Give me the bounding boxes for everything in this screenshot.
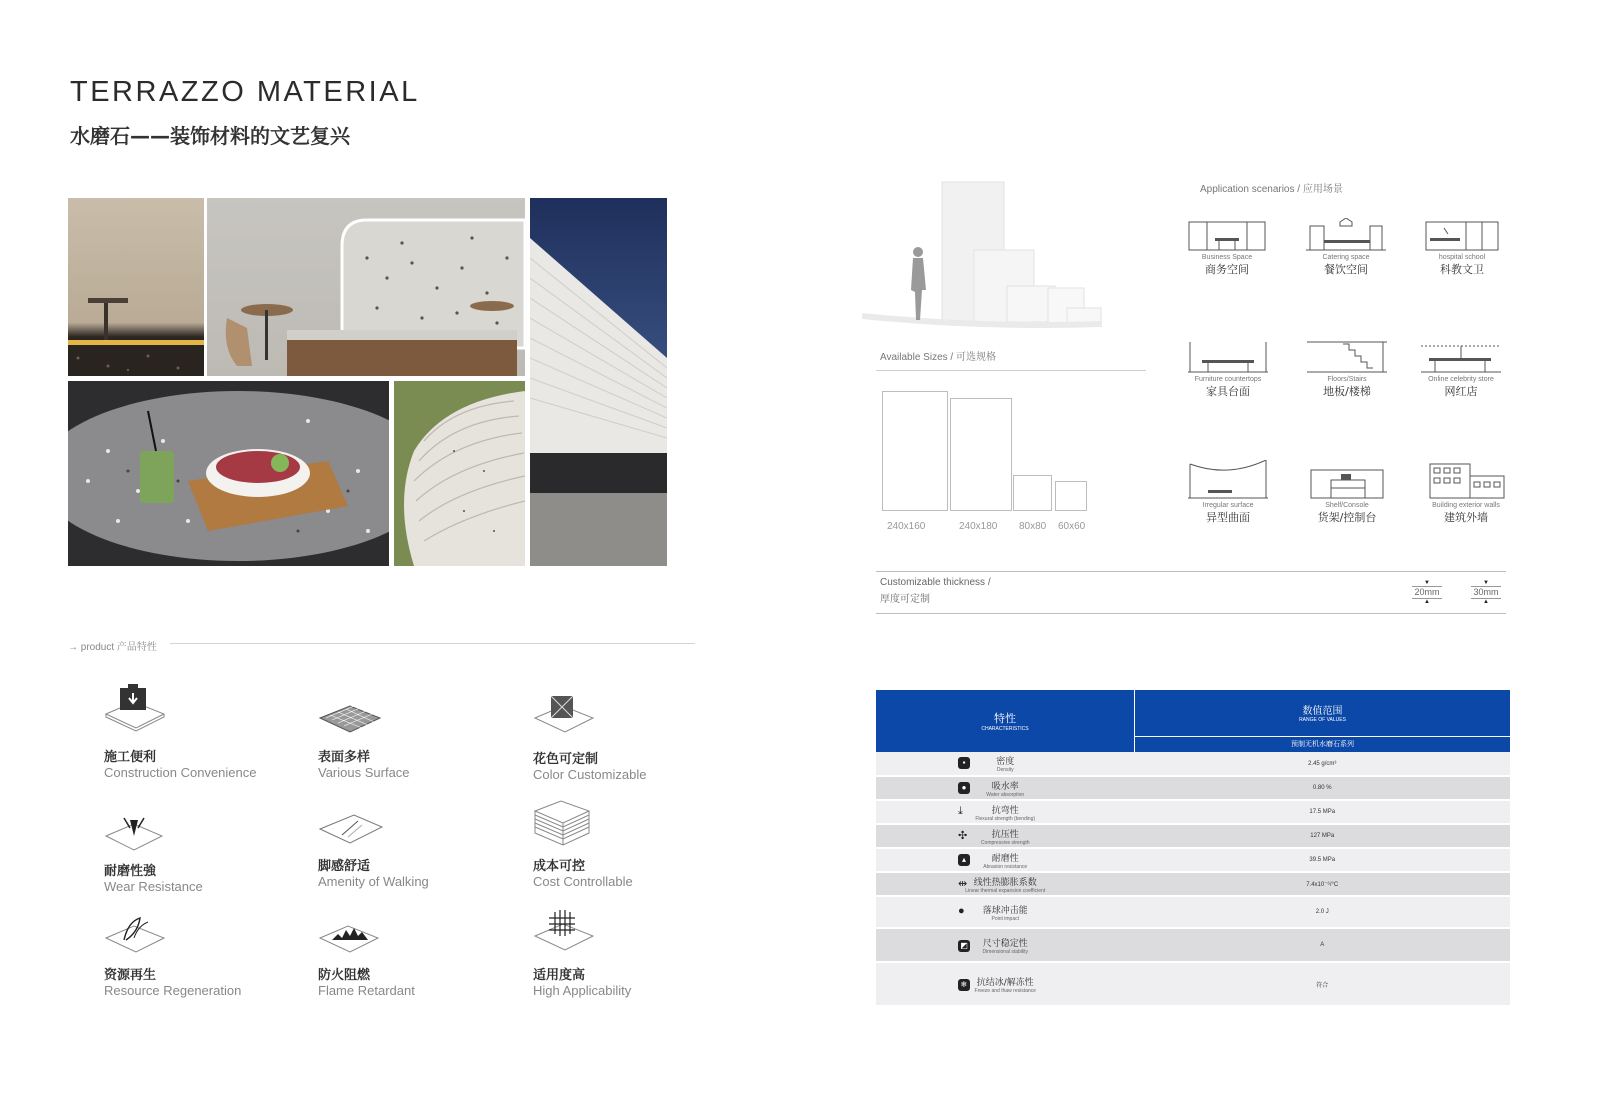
scenario-cn: 异型曲面 (1206, 511, 1250, 524)
table-row (876, 872, 1510, 896)
feature-en: Construction Convenience (104, 765, 257, 780)
feature-cn: 表面多样 (318, 750, 371, 765)
table-row (876, 928, 1510, 962)
product-section-divider (170, 643, 695, 644)
table-row (876, 962, 1510, 1006)
spec-row-en: Compressive strength (980, 839, 1030, 846)
scenario-hospital-school (1402, 218, 1522, 277)
celebrity-store-icon (1421, 340, 1501, 374)
water-drop-icon: ● (958, 782, 970, 794)
size-label: 60x60 (1058, 521, 1086, 532)
business-space-icon (1187, 218, 1267, 252)
snowflake-icon: ❄ (958, 979, 970, 991)
spec-row-value: 符合 (1135, 962, 1511, 1006)
scenario-cn: 地板/楼梯 (1323, 385, 1371, 398)
spec-header-en: CHARACTERISTICS (981, 726, 1029, 732)
feature-cn: 耐磨性強 (104, 864, 157, 879)
spec-row-en: Density (996, 767, 1014, 773)
feature-cn: 资源再生 (104, 968, 157, 983)
flexural-arrow-icon: ⤓ (958, 805, 963, 817)
scenario-en: Online celebrity store (1428, 376, 1494, 383)
spec-row-en: Water absorption (986, 791, 1025, 798)
table-row (876, 896, 1510, 928)
spec-row-en: Dimensional stability (982, 948, 1029, 955)
feature-en: High Applicability (533, 983, 632, 998)
scenarios-label: Application scenarios / 应用场景 (1200, 184, 1343, 195)
smooth-tile-icon (318, 793, 388, 853)
stacked-tiles-icon (533, 793, 603, 853)
sizes-label: Available Sizes / 可选规格 (880, 352, 996, 363)
spec-row-value: 127 MPa (1135, 824, 1511, 848)
size-box-240x180 (950, 398, 1012, 511)
spec-row-cn: 密度 (996, 757, 1015, 767)
scenario-cn: 网红店 (1444, 385, 1478, 398)
scenario-cn: 科教文卫 (1440, 263, 1484, 276)
thickness-label-cn: 厚度可定制 (880, 594, 930, 605)
feature-resource-regeneration (104, 902, 304, 998)
photo-building-exterior (530, 198, 667, 566)
size-box-80x80 (1013, 475, 1052, 511)
feature-en: Cost Controllable (533, 874, 633, 889)
spec-row-cn: 尺寸稳定性 (982, 938, 1028, 949)
spec-row-en: Flexural strength (bending) (975, 815, 1036, 822)
spec-row-en: Point impact (991, 915, 1019, 922)
spec-row-cn: 抗压性 (991, 829, 1019, 840)
compress-arrows-icon: ✣ (958, 830, 968, 842)
feature-en: Resource Regeneration (104, 983, 242, 998)
shelf-console-icon (1307, 466, 1387, 500)
size-box-240x160 (882, 391, 948, 511)
leaf-tile-icon (104, 902, 174, 962)
spec-row-value: A (1135, 928, 1511, 962)
size-label: 80x80 (1019, 521, 1047, 532)
feature-high-applicability (533, 902, 733, 998)
spec-header-cn: 特性 (994, 712, 1016, 725)
feature-construction-convenience (104, 684, 304, 780)
feature-cost-controllable (533, 793, 733, 889)
scenario-cn: 餐饮空间 (1324, 263, 1368, 276)
table-row (876, 824, 1510, 848)
scenario-catering-space (1286, 218, 1406, 277)
scenario-cn: 货架/控制台 (1317, 511, 1377, 524)
spec-subheader: 预制无机水磨石系列 (1135, 736, 1511, 752)
thickness-label-en: Customizable thickness / (880, 577, 991, 588)
thickness-top-rule (876, 571, 1506, 572)
ball-impact-icon: ● (958, 905, 965, 917)
photo-terrazzo-lounge (207, 198, 525, 376)
building-exterior-icon (1426, 462, 1506, 500)
furniture-countertops-icon (1188, 340, 1268, 374)
product-section-label: → product 产品特性 (68, 642, 157, 653)
feature-wear-resistance (104, 798, 304, 894)
color-tile-icon (533, 686, 603, 746)
photo-interior-corner (68, 198, 204, 376)
spec-header-range (1135, 690, 1511, 736)
scenario-en: hospital school (1438, 254, 1486, 261)
feature-cn: 适用度高 (533, 968, 586, 983)
spec-row-cn: 线性热膨胀系数 (973, 877, 1037, 888)
impact-tile-icon (104, 798, 174, 858)
catering-space-icon (1306, 218, 1386, 252)
spec-row-en: Freeze and thaw resistance (974, 987, 1036, 994)
feature-various-surface (318, 684, 518, 780)
scenario-floors-stairs (1287, 340, 1407, 399)
spec-header-cn: 数值范围 (1302, 706, 1343, 718)
scenario-furniture-countertops (1168, 340, 1288, 399)
scenario-cn: 建筑外墙 (1444, 511, 1488, 524)
scenario-en: Furniture countertops (1194, 376, 1262, 383)
density-icon: ▪ (958, 757, 970, 769)
table-row (876, 848, 1510, 872)
thickness-value: 30mm (1471, 586, 1501, 599)
feature-en: Flame Retardant (318, 983, 415, 998)
scenario-building-exterior (1406, 462, 1526, 525)
box-install-icon (104, 684, 174, 744)
thickness-value: 20mm (1412, 586, 1442, 599)
spec-header-characteristics (876, 690, 1135, 752)
scenario-en: Catering space (1322, 254, 1370, 261)
scenario-en: Shelf/Console (1325, 502, 1369, 509)
scenario-irregular-surface (1168, 460, 1288, 525)
spec-table (876, 690, 1510, 1007)
feature-flame-retardant (318, 902, 518, 998)
spec-row-value: 0.80 % (1135, 776, 1511, 800)
spec-row-en: Linear thermal expansion coefficient (965, 887, 1046, 894)
spec-row-cn: 耐磨性 (991, 853, 1019, 864)
feature-en: Amenity of Walking (318, 874, 429, 889)
photo-spiral-stair (394, 381, 525, 566)
spec-row-value: 39.5 MPa (1135, 848, 1511, 872)
spec-row-cn: 抗结冰/解冻性 (976, 977, 1034, 988)
feature-amenity-walking (318, 793, 518, 889)
sizes-divider (876, 370, 1146, 371)
abrasion-icon: ▴ (958, 854, 970, 866)
spec-row-cn: 抗弯性 (991, 805, 1019, 816)
irregular-surface-icon (1188, 460, 1268, 500)
spec-row-cn: 吸水率 (991, 781, 1019, 792)
page-title-cn: 水磨石——装饰材料的文艺复兴 (70, 124, 350, 148)
spec-row-value: 17.5 MPa (1135, 800, 1511, 824)
scenario-en: Business Space (1201, 254, 1253, 261)
thickness-bottom-rule (876, 613, 1506, 614)
hospital-school-icon (1422, 218, 1502, 252)
feature-en: Wear Resistance (104, 879, 203, 894)
scenario-online-celebrity-store (1401, 340, 1521, 399)
scenario-shelf-console (1287, 466, 1407, 525)
feature-cn: 成本可控 (533, 859, 586, 874)
feature-color-customizable (533, 686, 733, 782)
spec-header-en: RANGE OF VALUES (1299, 717, 1346, 724)
feature-cn: 施工便利 (104, 750, 157, 765)
feature-cn: 防火阻燃 (318, 968, 371, 983)
scenario-en: Floors/Stairs (1327, 376, 1367, 383)
dimension-icon: ◩ (958, 940, 970, 952)
scenario-business-space (1167, 218, 1287, 277)
feature-cn: 脚感舒适 (318, 859, 371, 874)
feature-en: Various Surface (318, 765, 410, 780)
thickness-option-20: ▼ 20mm ▲ (1412, 580, 1442, 605)
spec-row-value: 7.4x10⁻⁶/°C (1135, 872, 1511, 896)
thickness-option-30: ▼ 30mm ▲ (1471, 580, 1501, 605)
table-row (876, 776, 1510, 800)
spec-row-en: Abrasion resistance (983, 863, 1028, 870)
table-row (876, 800, 1510, 824)
table-row (876, 752, 1510, 776)
textured-tile-icon (318, 684, 388, 744)
spec-row-value: 2.45 g/cm³ (1135, 752, 1511, 776)
size-box-60x60 (1055, 481, 1087, 511)
grid-tile-icon (533, 902, 603, 962)
floors-stairs-icon (1307, 340, 1387, 374)
scenario-cn: 商务空间 (1205, 263, 1249, 276)
flame-tile-icon (318, 902, 388, 962)
size-panels-illustration (862, 178, 1112, 330)
spec-row-cn: 落球冲击能 (982, 905, 1028, 916)
spec-row-value: 2.0 J (1135, 896, 1511, 928)
feature-en: Color Customizable (533, 767, 647, 782)
page-title-en: TERRAZZO MATERIAL (70, 76, 420, 108)
size-label: 240x180 (959, 521, 998, 532)
expansion-icon: ⇹ (958, 878, 968, 890)
size-label: 240x160 (887, 521, 926, 532)
photo-terrazzo-table (68, 381, 389, 566)
scenario-cn: 家具台面 (1206, 385, 1250, 398)
scenario-en: Building exterior walls (1432, 502, 1500, 509)
scenario-en: Irregular surface (1202, 502, 1254, 509)
feature-cn: 花色可定制 (533, 752, 599, 767)
